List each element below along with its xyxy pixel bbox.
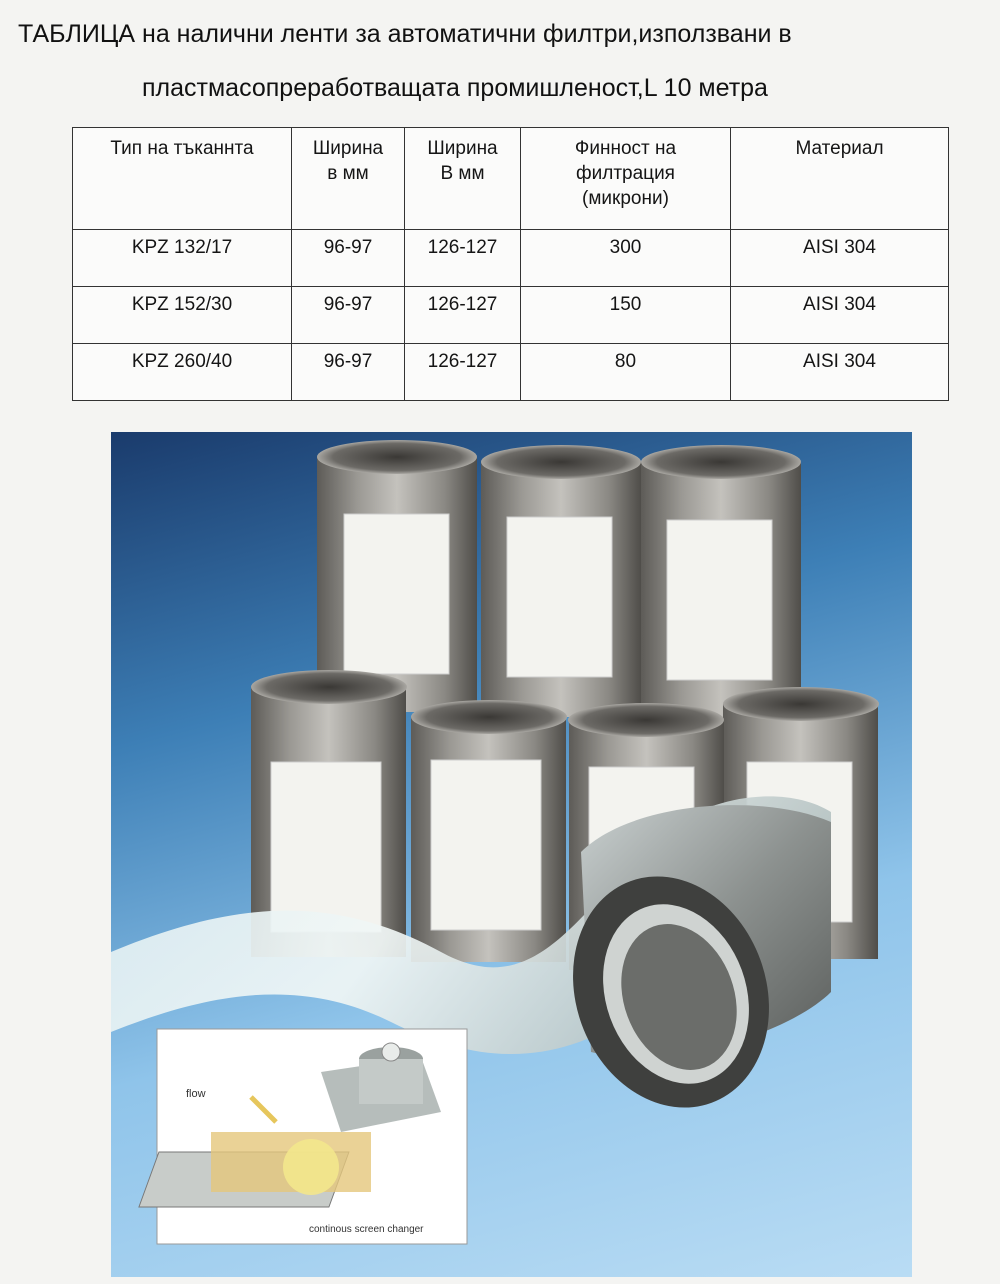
header-width-2: Ширина В мм — [405, 128, 521, 230]
document-title-line-2: пластмасопреработващата промишленост,L 10 метра — [142, 74, 768, 102]
cell-material: AISI 304 — [731, 230, 949, 287]
filter-rolls-illustration — [111, 432, 912, 1277]
header-width-1: Ширина в мм — [292, 128, 405, 230]
large-roll — [541, 805, 831, 1135]
header-fabric-type: Тип на тъканнта — [73, 128, 292, 230]
inset-caption: continous screen changer — [309, 1224, 424, 1235]
product-photo — [111, 432, 912, 1277]
roll-bottom-2 — [411, 700, 567, 962]
cell-fineness: 300 — [521, 230, 731, 287]
header-filtration-fineness: Финност на филтрация (микрони) — [521, 128, 731, 230]
cell-width-1: 96-97 — [292, 230, 405, 287]
cell-width-2: 126-127 — [405, 230, 521, 287]
document-title-line-1: ТАБЛИЦА на налични ленти за автоматични филтри,използвани в — [18, 20, 792, 48]
table-row — [73, 230, 949, 287]
inset-flow-label: flow — [186, 1088, 206, 1100]
cell-width-1: 96-97 — [292, 344, 405, 401]
cell-width-2: 126-127 — [405, 287, 521, 344]
cell-material: AISI 304 — [731, 344, 949, 401]
cell-width-1: 96-97 — [292, 287, 405, 344]
header-material: Материал — [731, 128, 949, 230]
screen-changer-inset — [139, 1029, 467, 1244]
cell-type: KPZ 132/17 — [73, 230, 292, 287]
table-row — [73, 287, 949, 344]
cell-fineness: 150 — [521, 287, 731, 344]
roll-top-3 — [641, 445, 801, 724]
cell-type: KPZ 260/40 — [73, 344, 292, 401]
roll-top-2 — [481, 445, 641, 717]
cell-fineness: 80 — [521, 344, 731, 401]
table-row — [73, 344, 949, 401]
filter-belts-table — [72, 127, 949, 401]
cell-type: KPZ 152/30 — [73, 287, 292, 344]
cell-material: AISI 304 — [731, 287, 949, 344]
table-header-row — [73, 128, 949, 230]
cell-width-2: 126-127 — [405, 344, 521, 401]
